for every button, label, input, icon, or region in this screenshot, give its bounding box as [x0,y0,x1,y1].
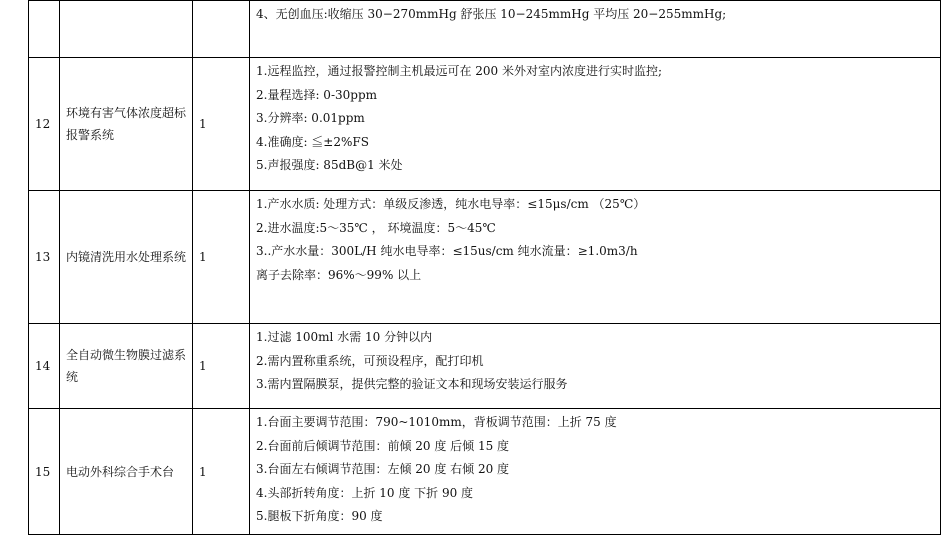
spec-line: 1.过滤 100ml 水需 10 分钟以内 [256,330,433,344]
item-specs [250,191,941,324]
spec-line: 1.台面主要调节范围：790~1010mm，背板调节范围：上折 75 度 [256,415,617,429]
table-row [29,191,941,324]
item-quantity: 1 [193,58,250,191]
spec-line: 2.需内置称重系统，可预设程序，配打印机 [256,353,484,368]
table-row [29,409,941,535]
spec-line: 3.台面左右倾调节范围：左倾 20 度 右倾 20 度 [256,462,510,476]
spec-line: 4.准确度: ≦±2%FS [256,134,369,149]
row-number [29,1,60,58]
row-number: 14 [29,324,60,409]
spec-line: 1.产水水质: 处理方式：单级反渗透，纯水电导率：≤15μs/cm （25℃） [256,197,646,211]
item-name: 电动外科综合手术台 [60,409,193,535]
spec-line: 5.声报强度: 85dB@1 米处 [256,158,403,172]
item-name: 环境有害气体浓度超标报警系统 [60,58,193,191]
spec-line: 2.进水温度:5～35℃ ， 环境温度：5～45℃ [256,220,496,235]
table-row [29,58,941,191]
item-specs [250,58,941,191]
item-quantity: 1 [193,191,250,324]
item-name: 全自动微生物膜过滤系统 [60,324,193,409]
row-number: 15 [29,409,60,535]
spec-line: 4.头部折转角度：上折 10 度 下折 90 度 [256,485,474,500]
table-row [29,324,941,409]
row-number: 12 [29,58,60,191]
spec-line: 1.远程监控，通过报警控制主机最远可在 200 米外对室内浓度进行实时监控; [256,64,663,78]
spec-line: 2.台面前后倾调节范围：前倾 20 度 后倾 15 度 [256,438,510,453]
spec-line: 离子去除率：96%～99% 以上 [256,267,422,282]
item-specs [250,1,941,58]
spec-line: 3.分辨率: 0.01ppm [256,111,365,125]
item-quantity [193,1,250,58]
spec-line: 3..产水水量：300L/H 纯水电导率：≤15us/cm 纯水流量：≥1.0m3/h [256,244,638,258]
row-number: 13 [29,191,60,324]
spec-line: 2.量程选择: 0-30ppm [256,87,378,102]
item-specs [250,409,941,535]
spec-line: 5.腿板下折角度：90 度 [256,509,383,523]
item-quantity: 1 [193,324,250,409]
item-name [60,1,193,58]
item-name: 内镜清洗用水处理系统 [60,191,193,324]
spec-line: 3.需内置隔膜泵，提供完整的验证文本和现场安装运行服务 [256,377,568,391]
item-quantity: 1 [193,409,250,535]
table-row [29,1,941,58]
spec-line: 4、无创血压:收缩压 30−270mmHg 舒张压 10−245mmHg 平均压 20−255mmHg; [256,7,727,21]
spec-table [28,0,941,535]
item-specs [250,324,941,409]
